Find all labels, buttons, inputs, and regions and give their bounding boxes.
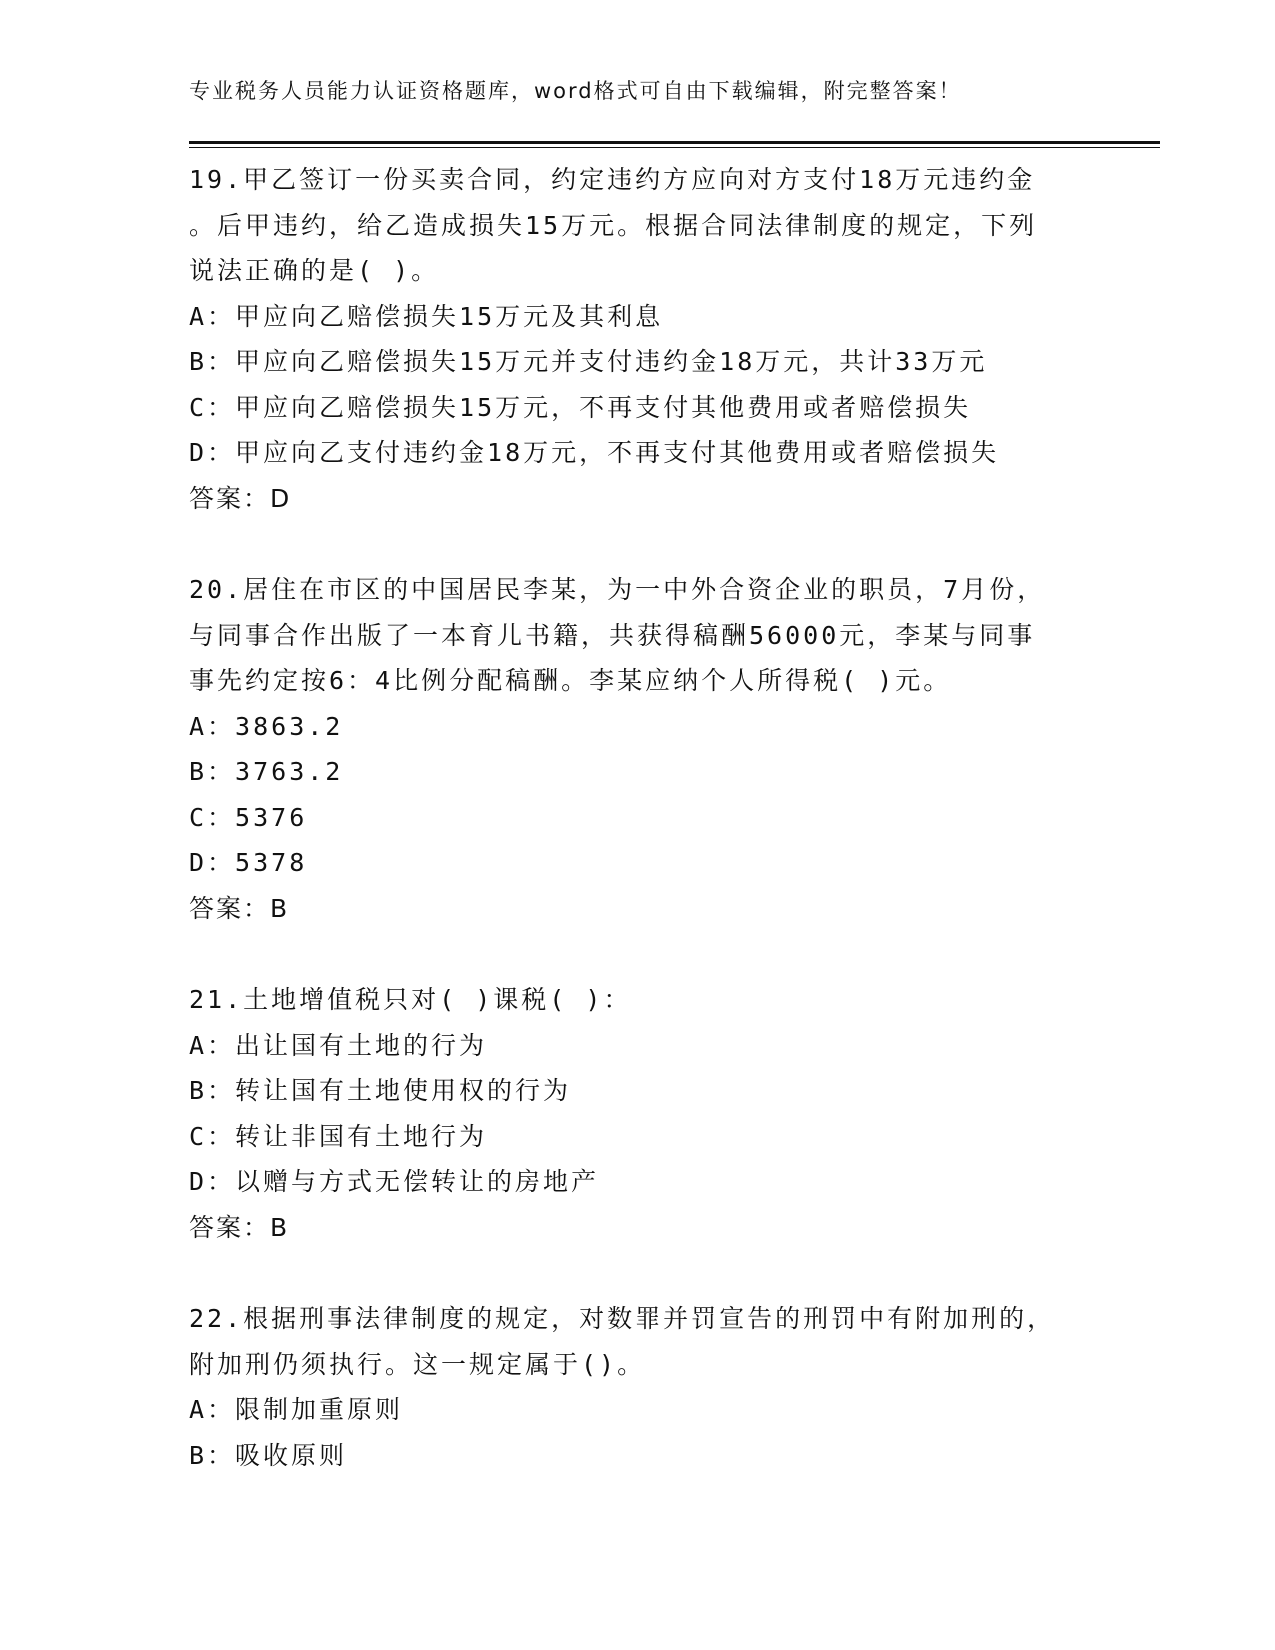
- question-22: [189, 1296, 1149, 1478]
- option-c: C：5376: [189, 802, 308, 832]
- option-d: D：5378: [189, 848, 308, 877]
- option-b: B：转让国有土地使用权的行为: [189, 1076, 572, 1105]
- question-19: [189, 157, 1149, 521]
- option-c: C：转让非国有土地行为: [189, 1121, 488, 1151]
- header-rule-thin: [189, 147, 1160, 148]
- question-stem-line: 事先约定按6：4比例分配稿酬。李某应纳个人所得税( )元。: [189, 666, 952, 695]
- question-stem-line: 22.根据刑事法律制度的规定，对数罪并罚宣告的刑罚中有附加刑的，: [189, 1304, 1056, 1333]
- answer-line: 答案：B: [189, 893, 290, 923]
- question-stem-line: 21.土地增值税只对( )课税( )：: [189, 985, 632, 1014]
- question-stem-line: 20.居住在市区的中国居民李某，为一中外合资企业的职员，7月份，: [189, 575, 1046, 604]
- question-21: [189, 977, 1149, 1250]
- option-a: A：3863.2: [189, 711, 344, 741]
- option-c: C：甲应向乙赔偿损失15万元，不再支付其他费用或者赔偿损失: [189, 392, 972, 422]
- option-b: B：吸收原则: [189, 1440, 348, 1470]
- question-stem-line: 。后甲违约，给乙造成损失15万元。根据合同法律制度的规定，下列: [189, 210, 1038, 240]
- question-stem-line: 与同事合作出版了一本育儿书籍，共获得稿酬56000元，李某与同事: [189, 620, 1036, 650]
- question-gap: [189, 521, 1149, 567]
- option-a: A：出让国有土地的行为: [189, 1030, 488, 1060]
- page-header: 专业税务人员能力认证资格题库，word格式可自由下载编辑，附完整答案！: [189, 79, 962, 103]
- answer-line: 答案：D: [189, 483, 292, 513]
- option-a: A：甲应向乙赔偿损失15万元及其利息: [189, 301, 664, 331]
- question-gap: [189, 1250, 1149, 1296]
- option-d: D：甲应向乙支付违约金18万元，不再支付其他费用或者赔偿损失: [189, 438, 1000, 467]
- question-stem-line: 19.甲乙签订一份买卖合同，约定违约方应向对方支付18万元违约金: [189, 165, 1036, 194]
- question-stem-line: 说法正确的是( )。: [189, 256, 440, 285]
- option-b: B：3763.2: [189, 757, 344, 786]
- question-list: [189, 157, 1149, 1478]
- option-d: D：以赠与方式无偿转让的房地产: [189, 1167, 600, 1196]
- option-b: B：甲应向乙赔偿损失15万元并支付违约金18万元，共计33万元: [189, 347, 988, 376]
- question-stem-line: 附加刑仍须执行。这一规定属于()。: [189, 1349, 646, 1379]
- header-rule-thick: [189, 141, 1160, 144]
- answer-line: 答案：B: [189, 1212, 290, 1242]
- option-a: A：限制加重原则: [189, 1395, 404, 1424]
- question-20: [189, 567, 1149, 931]
- question-gap: [189, 931, 1149, 977]
